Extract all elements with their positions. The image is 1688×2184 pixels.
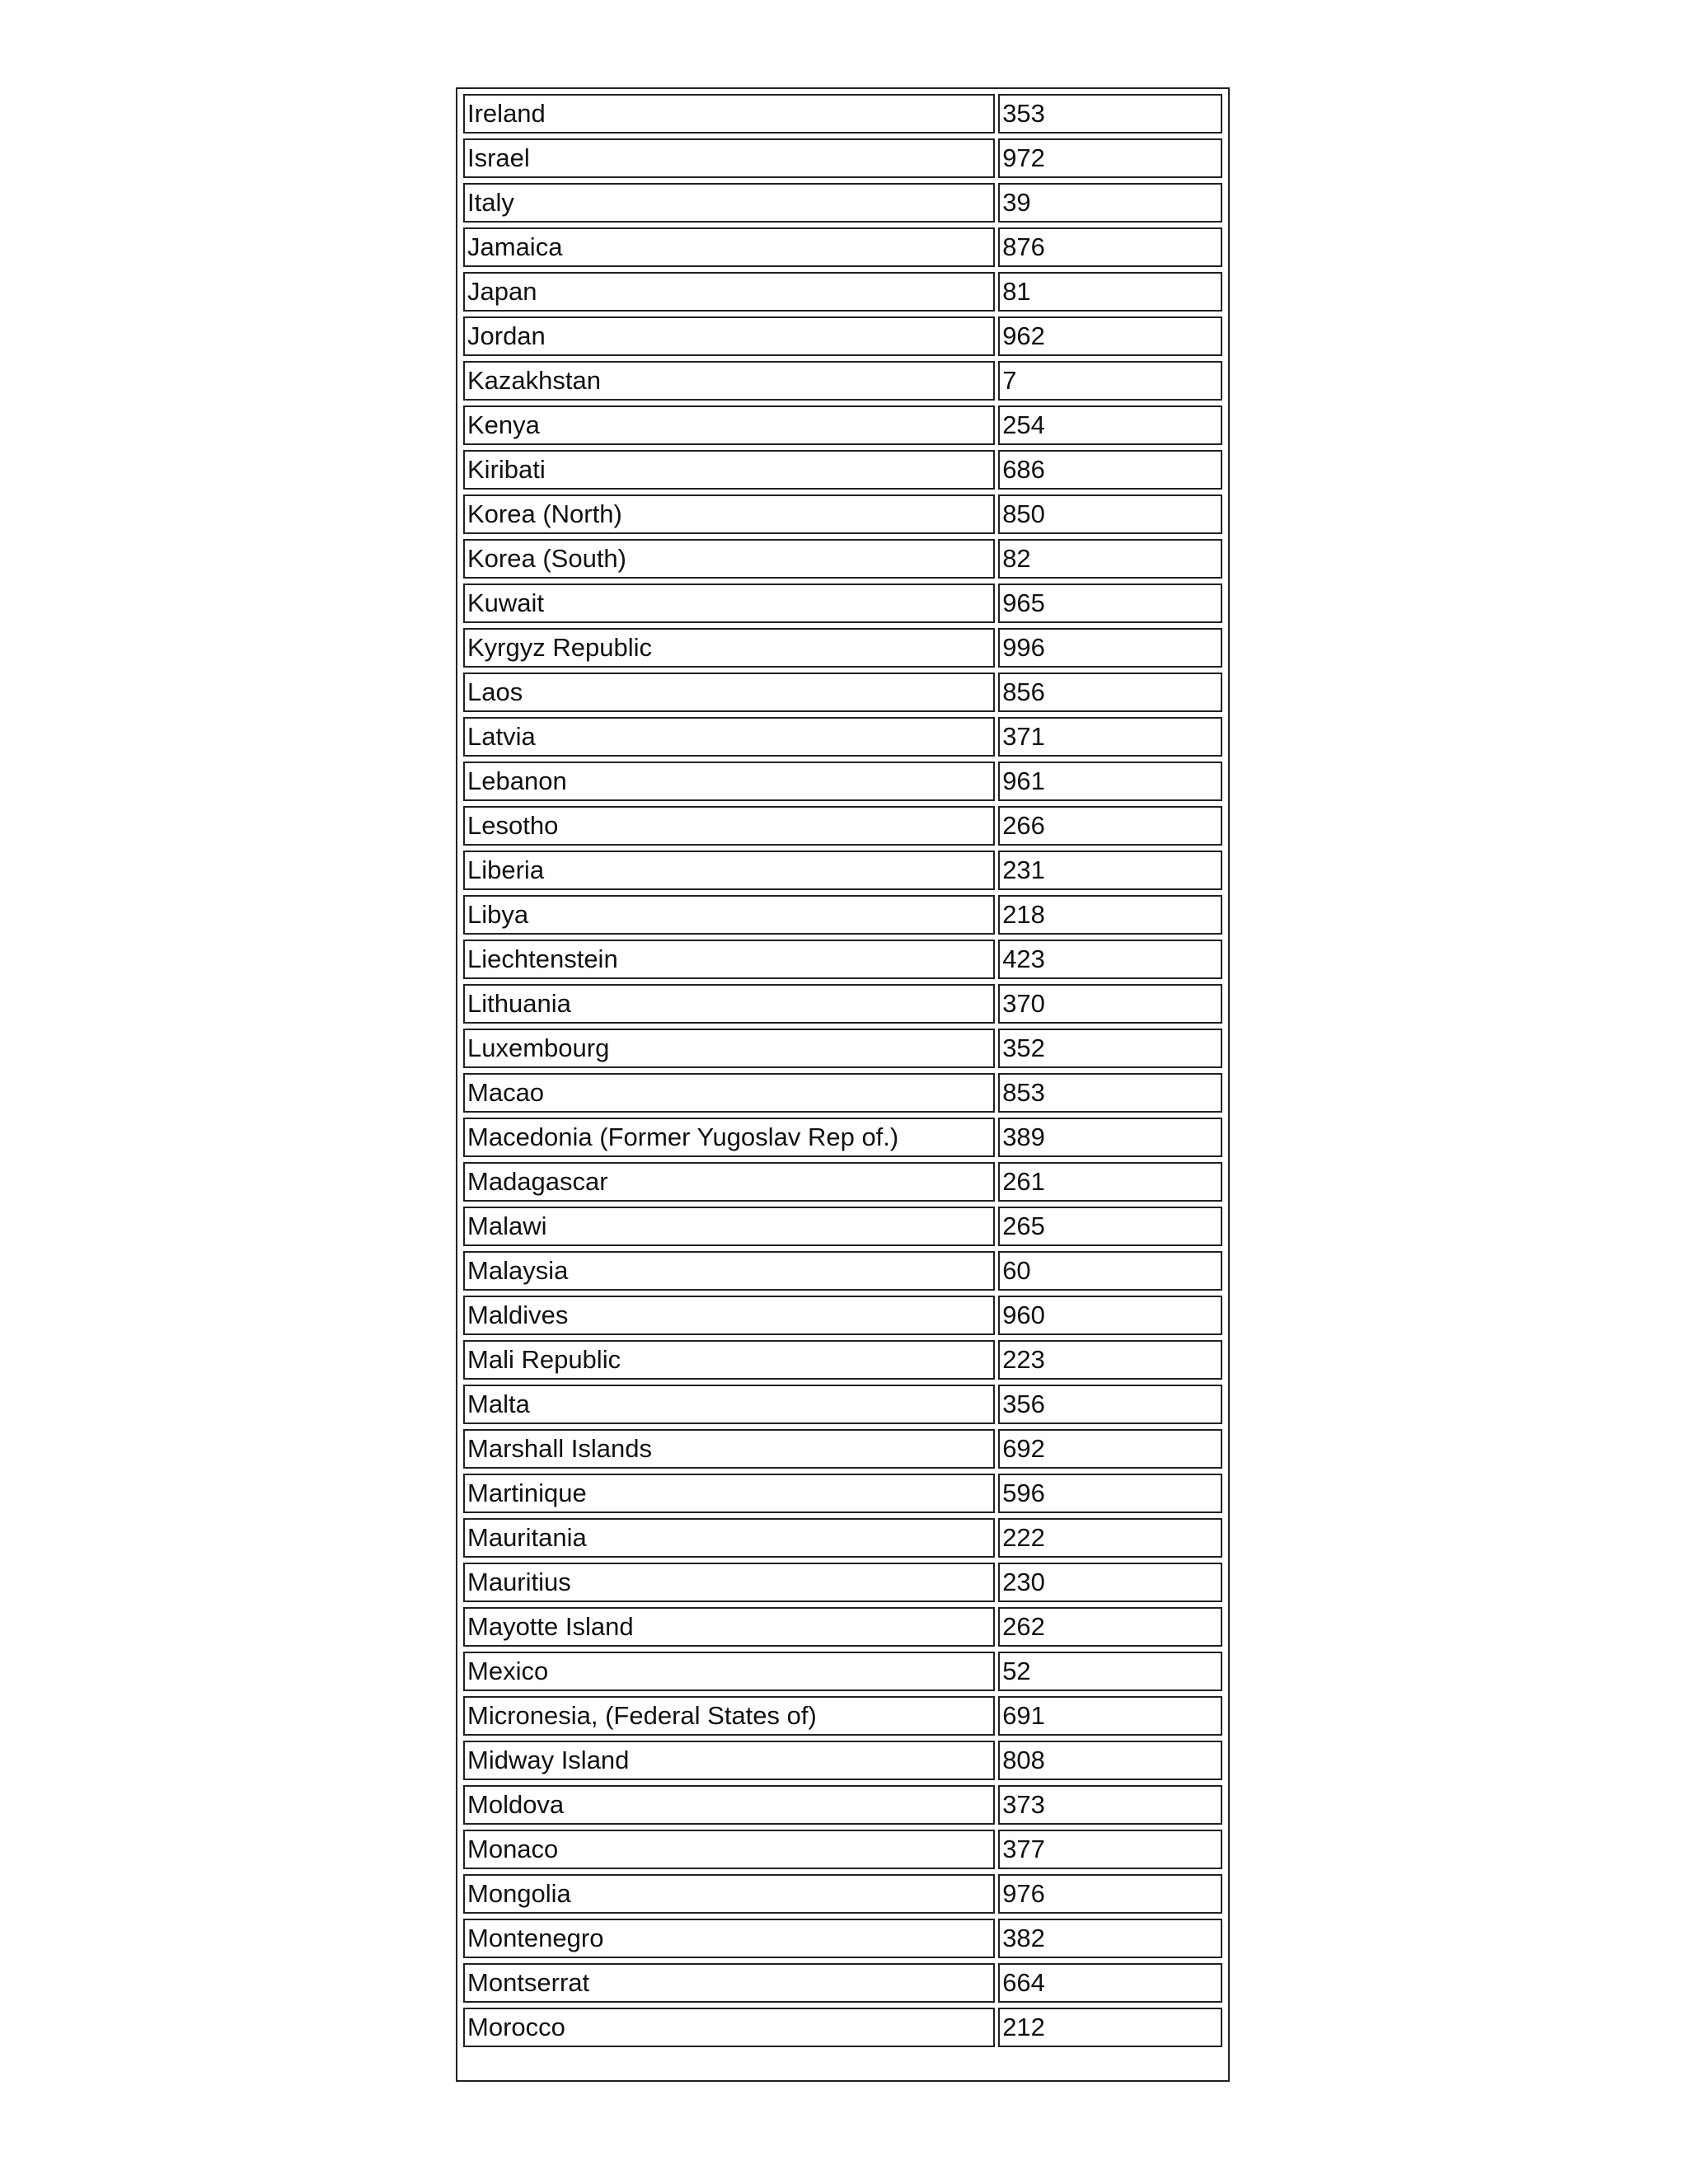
dialing-code-cell: 266	[998, 806, 1222, 846]
country-cell: Lesotho	[463, 806, 995, 846]
dialing-code-cell: 389	[998, 1118, 1222, 1157]
table-row	[463, 984, 1222, 1024]
table-row	[463, 1518, 1222, 1558]
country-cell: Marshall Islands	[463, 1429, 995, 1469]
table-row	[463, 1563, 1222, 1602]
table-row	[463, 1474, 1222, 1513]
country-cell: Montserrat	[463, 1963, 995, 2003]
dialing-code-cell: 231	[998, 851, 1222, 890]
country-cell: Lithuania	[463, 984, 995, 1024]
country-cell: Mauritania	[463, 1518, 995, 1558]
table-row	[463, 1919, 1222, 1958]
country-cell: Liberia	[463, 851, 995, 890]
table-row	[463, 316, 1222, 356]
table-row	[463, 361, 1222, 401]
table-row	[463, 1296, 1222, 1335]
country-cell: Madagascar	[463, 1162, 995, 1202]
country-cell: Kiribati	[463, 450, 995, 490]
country-cell: Latvia	[463, 717, 995, 757]
country-cell: Korea (North)	[463, 494, 995, 534]
table-row	[463, 1207, 1222, 1246]
table-row	[463, 1963, 1222, 2003]
table-row	[463, 1741, 1222, 1780]
country-cell: Midway Island	[463, 1741, 995, 1780]
dialing-code-cell: 962	[998, 316, 1222, 356]
dialing-code-cell: 664	[998, 1963, 1222, 2003]
dialing-code-cell: 976	[998, 1874, 1222, 1914]
table-row	[463, 272, 1222, 312]
country-cell: Libya	[463, 895, 995, 935]
dialing-code-cell: 353	[998, 94, 1222, 134]
country-cell: Israel	[463, 138, 995, 178]
country-cell: Mayotte Island	[463, 1607, 995, 1647]
table-body	[463, 94, 1222, 2047]
table-row	[463, 1340, 1222, 1380]
table-row	[463, 494, 1222, 534]
table-row	[463, 1073, 1222, 1113]
dialing-code-cell: 81	[998, 272, 1222, 312]
country-cell: Lebanon	[463, 762, 995, 801]
dialing-code-cell: 7	[998, 361, 1222, 401]
country-cell: Montenegro	[463, 1919, 995, 1958]
dialing-code-cell: 254	[998, 405, 1222, 445]
dialing-code-cell: 377	[998, 1830, 1222, 1869]
table-row	[463, 227, 1222, 267]
dialing-code-cell: 856	[998, 673, 1222, 712]
table-row	[463, 1785, 1222, 1825]
country-cell: Morocco	[463, 2008, 995, 2047]
table-row	[463, 1874, 1222, 1914]
dialing-code-cell: 218	[998, 895, 1222, 935]
table-row	[463, 2008, 1222, 2047]
country-cell: Kyrgyz Republic	[463, 628, 995, 668]
table-row	[463, 895, 1222, 935]
dialing-code-cell: 686	[998, 450, 1222, 490]
dialing-code-cell: 996	[998, 628, 1222, 668]
dialing-code-cell: 265	[998, 1207, 1222, 1246]
country-cell: Mauritius	[463, 1563, 995, 1602]
country-cell: Macedonia (Former Yugoslav Rep of.)	[463, 1118, 995, 1157]
table-row	[463, 1696, 1222, 1736]
country-cell: Mexico	[463, 1652, 995, 1691]
dialing-code-cell: 222	[998, 1518, 1222, 1558]
dialing-code-cell: 371	[998, 717, 1222, 757]
dialing-code-cell: 223	[998, 1340, 1222, 1380]
dialing-code-cell: 972	[998, 138, 1222, 178]
country-cell: Ireland	[463, 94, 995, 134]
country-cell: Mongolia	[463, 1874, 995, 1914]
country-cell: Macao	[463, 1073, 995, 1113]
country-code-grid	[460, 89, 1226, 2052]
dialing-code-cell: 850	[998, 494, 1222, 534]
country-cell: Kuwait	[463, 583, 995, 623]
country-cell: Martinique	[463, 1474, 995, 1513]
dialing-code-cell: 82	[998, 539, 1222, 579]
dialing-code-cell: 876	[998, 227, 1222, 267]
table-row	[463, 183, 1222, 223]
table-row	[463, 1652, 1222, 1691]
dialing-code-cell: 596	[998, 1474, 1222, 1513]
table-row	[463, 762, 1222, 801]
country-cell: Korea (South)	[463, 539, 995, 579]
table-row	[463, 1385, 1222, 1424]
table-row	[463, 940, 1222, 979]
dialing-code-cell: 60	[998, 1251, 1222, 1291]
dialing-code-cell: 691	[998, 1696, 1222, 1736]
table-row	[463, 806, 1222, 846]
country-cell: Mali Republic	[463, 1340, 995, 1380]
table-row	[463, 673, 1222, 712]
dialing-code-cell: 39	[998, 183, 1222, 223]
country-cell: Moldova	[463, 1785, 995, 1825]
dialing-code-cell: 853	[998, 1073, 1222, 1113]
table-row	[463, 138, 1222, 178]
dialing-code-cell: 52	[998, 1652, 1222, 1691]
table-row	[463, 1029, 1222, 1068]
country-cell: Kenya	[463, 405, 995, 445]
dialing-code-cell: 423	[998, 940, 1222, 979]
dialing-code-cell: 262	[998, 1607, 1222, 1647]
dialing-code-cell: 692	[998, 1429, 1222, 1469]
country-cell: Malaysia	[463, 1251, 995, 1291]
country-cell: Malta	[463, 1385, 995, 1424]
table-row	[463, 405, 1222, 445]
country-cell: Japan	[463, 272, 995, 312]
dialing-code-cell: 961	[998, 762, 1222, 801]
table-row	[463, 851, 1222, 890]
country-cell: Luxembourg	[463, 1029, 995, 1068]
dialing-code-cell: 382	[998, 1919, 1222, 1958]
dialing-code-cell: 261	[998, 1162, 1222, 1202]
table-row	[463, 1118, 1222, 1157]
country-cell: Micronesia, (Federal States of)	[463, 1696, 995, 1736]
table-row	[463, 539, 1222, 579]
country-cell: Jordan	[463, 316, 995, 356]
country-code-table	[456, 87, 1230, 2082]
dialing-code-cell: 808	[998, 1741, 1222, 1780]
dialing-code-cell: 965	[998, 583, 1222, 623]
dialing-code-cell: 373	[998, 1785, 1222, 1825]
dialing-code-cell: 960	[998, 1296, 1222, 1335]
table-row	[463, 628, 1222, 668]
country-cell: Maldives	[463, 1296, 995, 1335]
dialing-code-cell: 352	[998, 1029, 1222, 1068]
table-row	[463, 1429, 1222, 1469]
table-row	[463, 1830, 1222, 1869]
dialing-code-cell: 212	[998, 2008, 1222, 2047]
country-cell: Italy	[463, 183, 995, 223]
country-cell: Kazakhstan	[463, 361, 995, 401]
dialing-code-cell: 370	[998, 984, 1222, 1024]
dialing-code-cell: 230	[998, 1563, 1222, 1602]
country-cell: Monaco	[463, 1830, 995, 1869]
country-cell: Malawi	[463, 1207, 995, 1246]
table-row	[463, 450, 1222, 490]
table-row	[463, 1607, 1222, 1647]
country-cell: Jamaica	[463, 227, 995, 267]
table-row	[463, 717, 1222, 757]
dialing-code-cell: 356	[998, 1385, 1222, 1424]
table-row	[463, 1251, 1222, 1291]
table-row	[463, 1162, 1222, 1202]
country-cell: Laos	[463, 673, 995, 712]
country-cell: Liechtenstein	[463, 940, 995, 979]
table-row	[463, 583, 1222, 623]
table-row	[463, 94, 1222, 134]
